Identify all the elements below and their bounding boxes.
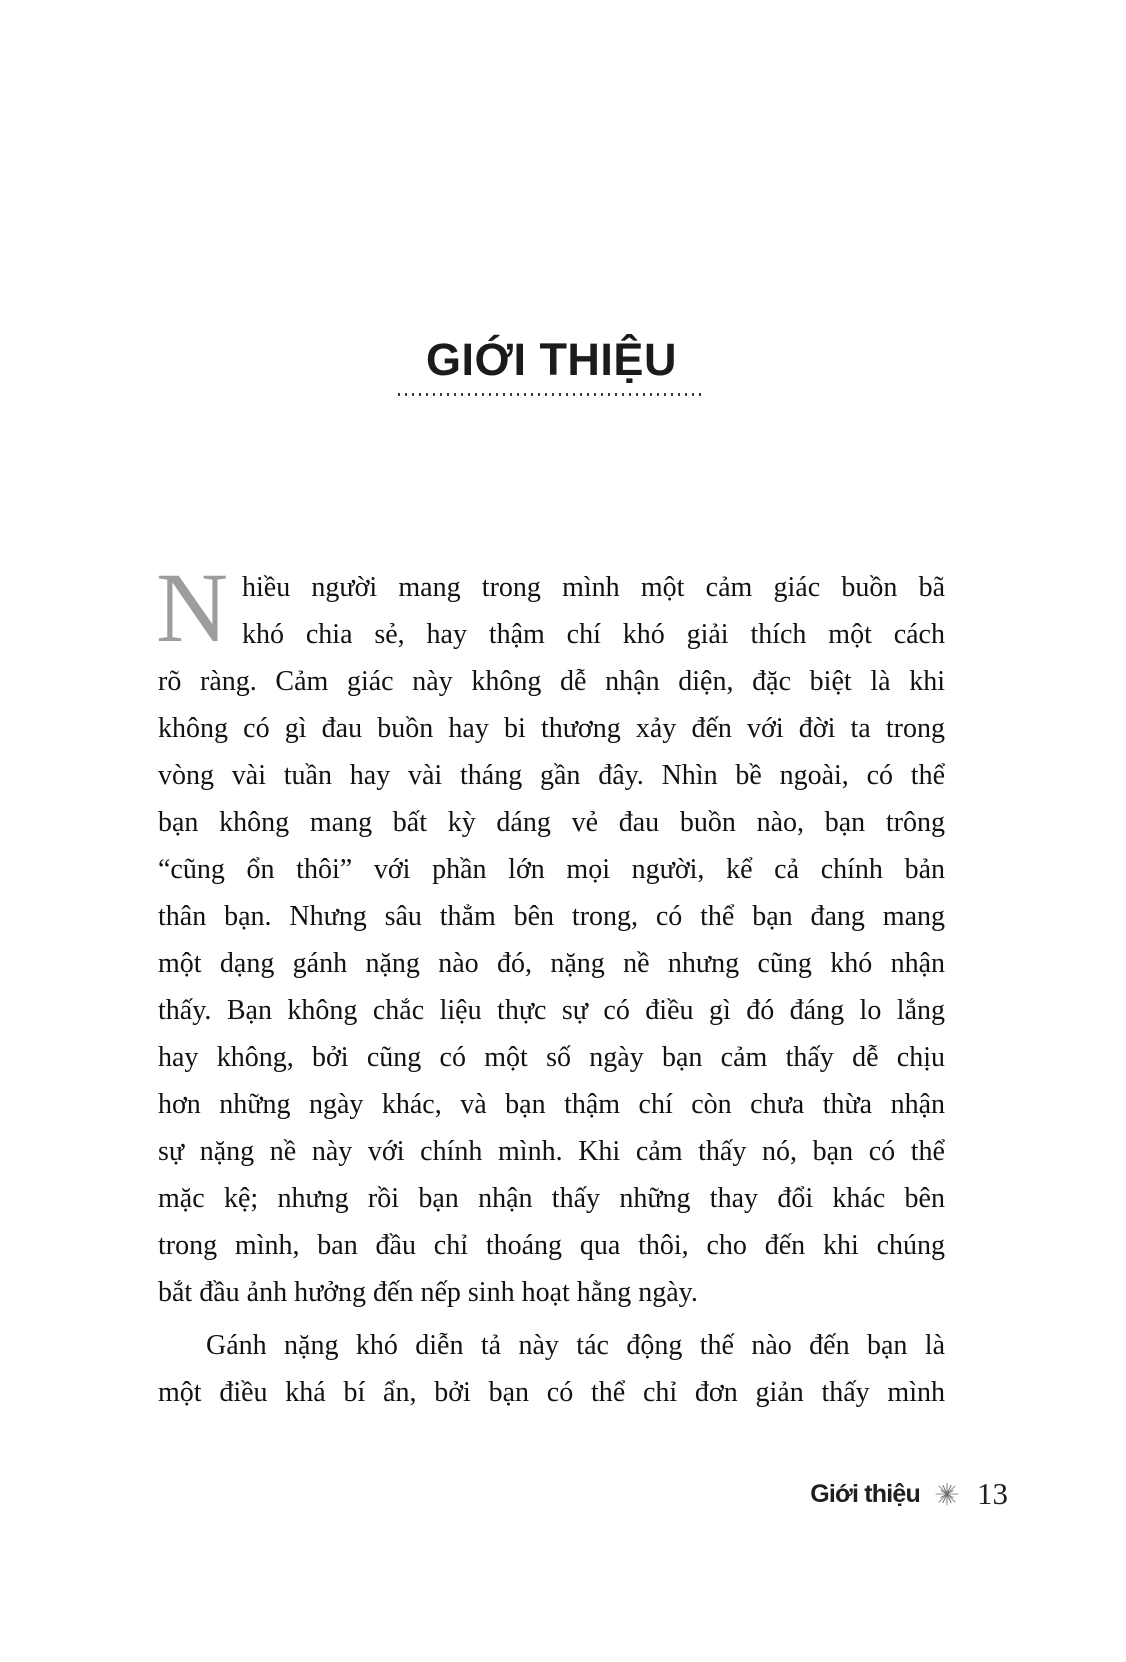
drop-cap-letter: N xyxy=(156,552,229,663)
body-line: “cũng ổn thôi” với phần lớn mọi người, kể cả chính bản xyxy=(158,854,945,885)
body-line: vòng vài tuần hay vài tháng gần đây. Nhìn bề ngoài, có thể xyxy=(158,760,945,791)
body-line: không có gì đau buồn hay bi thương xảy đến với đời ta trong xyxy=(158,713,945,744)
body-line: Gánh nặng khó diễn tả này tác động thế nào đến bạn là xyxy=(206,1330,945,1361)
body-line: trong mình, ban đầu chỉ thoáng qua thôi, cho đến khi chúng xyxy=(158,1230,945,1261)
body-text-block xyxy=(156,552,945,1416)
body-line: thân bạn. Nhưng sâu thẳm bên trong, có thể bạn đang mang xyxy=(158,901,945,932)
body-line: bắt đầu ảnh hưởng đến nếp sinh hoạt hằng ngày. xyxy=(158,1277,698,1308)
body-line: hiều người mang trong mình một cảm giác buồn bã xyxy=(242,572,945,603)
body-line: một dạng gánh nặng nào đó, nặng nề nhưng cũng khó nhận xyxy=(158,948,945,979)
chapter-heading xyxy=(158,334,945,386)
body-line: thấy. Bạn không chắc liệu thực sự có điều gì đó đáng lo lắng xyxy=(158,995,945,1026)
body-line: hay không, bởi cũng có một số ngày bạn cảm thấy dễ chịu xyxy=(158,1042,945,1073)
body-line: bạn không mang bất kỳ dáng vẻ đau buồn nào, bạn trông xyxy=(158,807,945,838)
title-underline-dotted-rule xyxy=(398,393,705,396)
body-line: sự nặng nề này với chính mình. Khi cảm thấy nó, bạn có thể xyxy=(158,1136,945,1167)
page-number-label: 13 xyxy=(977,1476,1008,1511)
page-footer xyxy=(810,1476,1008,1511)
body-line: một điều khá bí ẩn, bởi bạn có thể chỉ đơn giản thấy mình xyxy=(158,1377,945,1408)
paragraph-2 xyxy=(158,1322,945,1416)
starburst-icon xyxy=(934,1481,960,1507)
body-line: hơn những ngày khác, và bạn thậm chí còn chưa thừa nhận xyxy=(158,1089,945,1120)
paragraph-1 xyxy=(158,564,945,1316)
body-line: rõ ràng. Cảm giác này không dễ nhận diện, đặc biệt là khi xyxy=(158,666,945,697)
page-title: GIỚI THIỆU xyxy=(426,334,677,385)
body-line: mặc kệ; nhưng rồi bạn nhận thấy những thay đổi khác bên xyxy=(158,1183,945,1214)
footer-section-label: Giới thiệu xyxy=(810,1479,920,1508)
body-line: khó chia sẻ, hay thậm chí khó giải thích một cách xyxy=(242,619,945,650)
